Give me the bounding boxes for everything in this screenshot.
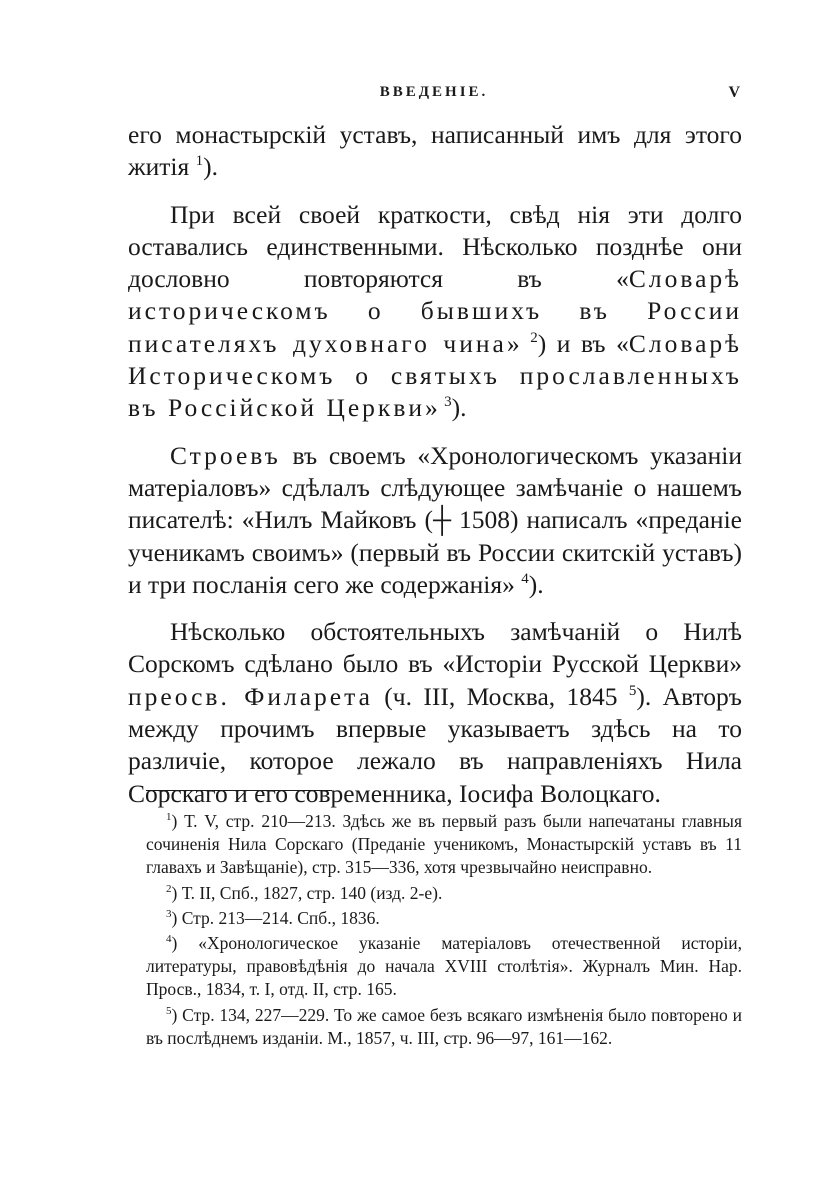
paragraph-4: Нѣсколько обстоятельныхъ замѣчаній о Нилѣ Сорскомъ сдѣлано было въ «Исторіи Русской Церкви» преосв. Филарета (ч. III, Москва, 1845 $^5$). Авторъ между прочимъ впервые указываетъ здѣсь на то различіе, которое лежало въ направленіяхъ Нила Сорскаго и его современника, Іосифа Волоцкаго. — [128, 617, 742, 808]
page-header — [128, 84, 740, 106]
footnote-3: $^3$) Стр. 213—214. Спб., 1836. — [166, 907, 380, 928]
emphasis-slovar-1: Словарѣ историческомъ о бывшихъ въ России писателяхъ духовнаго чина — [128, 264, 742, 358]
footnote-ref-4: 4 — [521, 570, 529, 587]
emphasis-stroev: Строевъ — [170, 440, 281, 470]
footnotes — [146, 810, 742, 1050]
main-text — [128, 119, 742, 810]
footnote-ref-1: 1 — [195, 153, 204, 170]
footnote-ref-5: 5 — [628, 682, 637, 699]
page-number: V — [728, 84, 740, 101]
running-title: ВВЕДЕНІЕ. — [379, 84, 489, 100]
footnote-divider — [146, 790, 332, 791]
footnote-ref-2: 2 — [530, 329, 538, 346]
footnote-5: $^5$) Стр. 134, 227—229. То же самое безъ всякаго измѣненія было повторено и въ послѣднемъ изданіи. М., 1857, ч. III, стр. 96—97, 161—162. — [146, 1004, 742, 1048]
emphasis-filaret: преосв. Филарета — [128, 681, 373, 711]
footnote-ref-3: 3 — [444, 394, 452, 411]
footnote-1: $^1$) Т. V, стр. 210—213. Здѣсь же въ первый разъ были напечатаны главныя сочиненія Нила Сорскаго (Преданіе ученикомъ, Монастырскій уставъ въ 11 главахъ и Завѣщаніе), стр. 315—336, хотя чрезвычайно неисправно. — [146, 811, 742, 878]
footnote-2: $^2$) Т. II, Спб., 1827, стр. 140 (изд. 2-е). — [166, 882, 443, 903]
paragraph-2: При всей своей краткости, свѣд нія эти долго оставались единственными. Нѣсколько позднѣе они дословно повторяются въ «Словарѣ историческомъ о бывшихъ въ России писателяхъ духовнаго чина» $^2$) и въ «Словарѣ Историческомъ о святыхъ прославленныхъ въ Россійской Церкви» $^3$). — [128, 199, 743, 423]
paragraph-1: его монастырскій уставъ, написанный имъ для этого житія $^1$). — [128, 120, 742, 182]
footnote-4: $^4$) «Хронологическое указаніе матеріаловъ отечественной исторіи, литературы, правовѣдѣнія до начала XVIII столѣтія». Журналъ Мин. Нар. Просв., 1834, т. I, отд. II, стр. 165. — [146, 933, 742, 1000]
emphasis-slovar-2: Словарѣ Историческомъ о святыхъ прославленныхъ въ Россійской Церкви — [128, 328, 743, 423]
paragraph-3: Строевъ въ своемъ «Хронологическомъ указаніи матеріаловъ» сдѣлалъ слѣдующее замѣчаніе о нашемъ писателѣ: «Нилъ Майковъ (┼ 1508) написалъ «преданіе ученикамъ своимъ» (первый въ России скитскій уставъ) и три посланія сего же содержанія» $^4$). — [128, 440, 742, 599]
